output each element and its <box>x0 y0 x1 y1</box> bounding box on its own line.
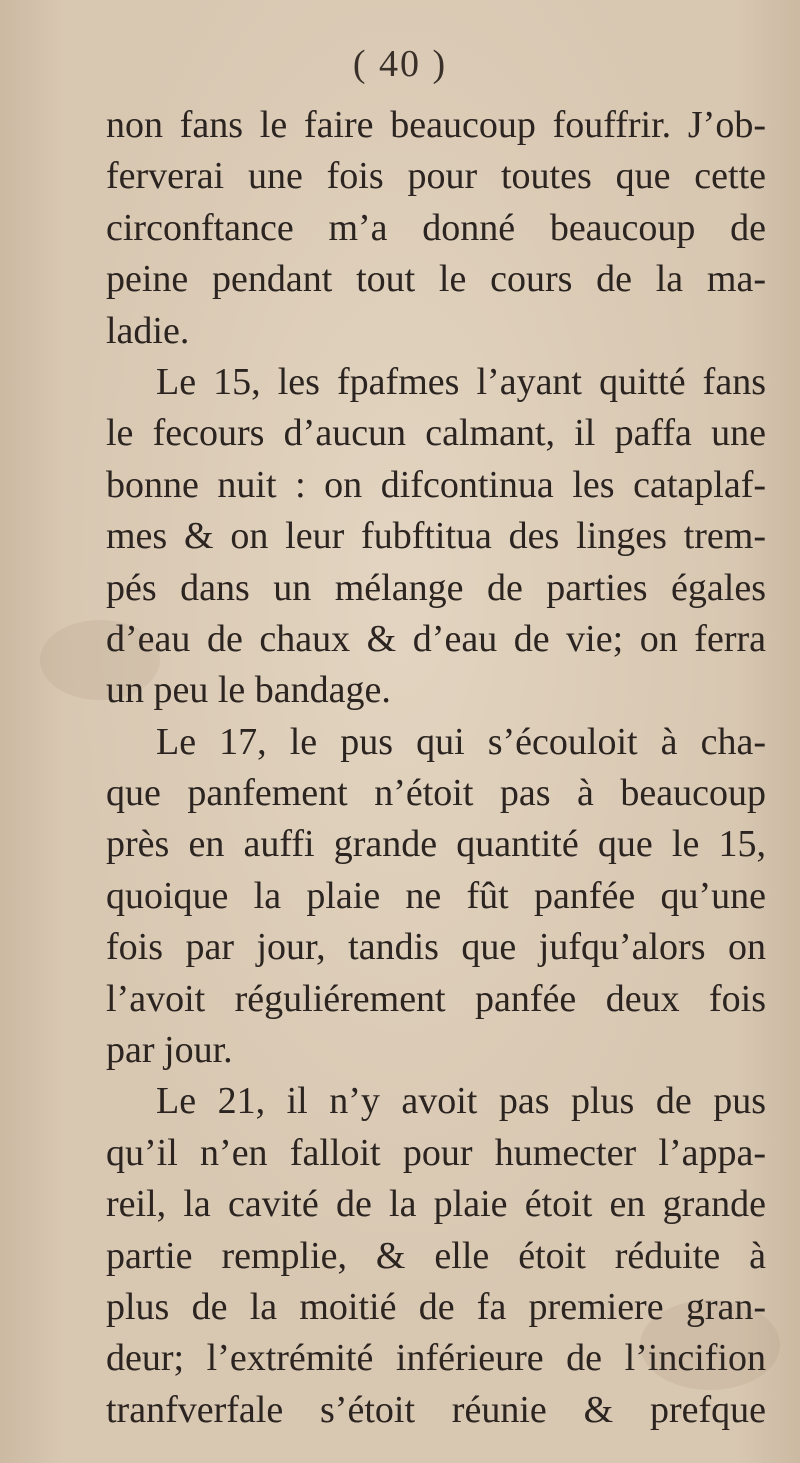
text-line: qu’il n’en falloit pour humecter l’appa- <box>106 1131 766 1174</box>
text-line: reil, la cavité de la plaie étoit en grande <box>106 1183 766 1226</box>
text-line: près en auffi grande quantité que le 15, <box>106 823 766 866</box>
text-line: par jour. <box>106 1029 233 1072</box>
text-line: non fans le faire beaucoup fouffrir. J’ob‐ <box>106 104 766 146</box>
text-line: quoique la plaie ne fût panfée qu’une <box>106 874 766 917</box>
text-line: peine pendant tout le cours de la ma- <box>106 258 766 301</box>
text-line: ferverai une fois pour toutes que cette <box>106 155 766 198</box>
text-line: un peu le bandage. <box>106 669 391 712</box>
text-line: mes & on leur fubftitua des linges trem- <box>106 515 766 558</box>
text-line: plus de la moitié de fa premiere gran- <box>106 1285 766 1328</box>
body-text <box>106 100 766 1436</box>
page-number: ( 40 ) <box>352 43 448 85</box>
text-line: que panfement n’étoit pas à beaucoup <box>106 772 766 815</box>
text-line: Le 17, le pus qui s’écouloit à cha- <box>156 720 766 763</box>
text-line: le fecours d’aucun calmant, il paffa une <box>106 412 766 455</box>
text-line: ladie. <box>106 309 190 352</box>
text-line: partie remplie, & elle étoit réduite à <box>106 1234 766 1277</box>
text-line: l’avoit réguliérement panfée deux fois <box>106 977 766 1020</box>
text-line: deur; l’extrémité inférieure de l’incifion <box>106 1337 766 1380</box>
text-line: pés dans un mélange de parties égales <box>106 566 766 609</box>
text-line: circonftance m’a donné beaucoup de <box>106 206 766 249</box>
text-line: fois par jour, tandis que jufqu’alors on <box>106 926 766 969</box>
text-line: bonne nuit : on difcontinua les cataplaf- <box>106 463 766 506</box>
text-line: tranfverfale s’étoit réunie & prefque <box>106 1388 766 1431</box>
text-line: Le 21, il n’y avoit pas plus de pus <box>156 1080 766 1123</box>
text-line: d’eau de chaux & d’eau de vie; on ferra <box>106 617 766 660</box>
text-line: Le 15, les fpafmes l’ayant quitté fans <box>156 360 766 403</box>
